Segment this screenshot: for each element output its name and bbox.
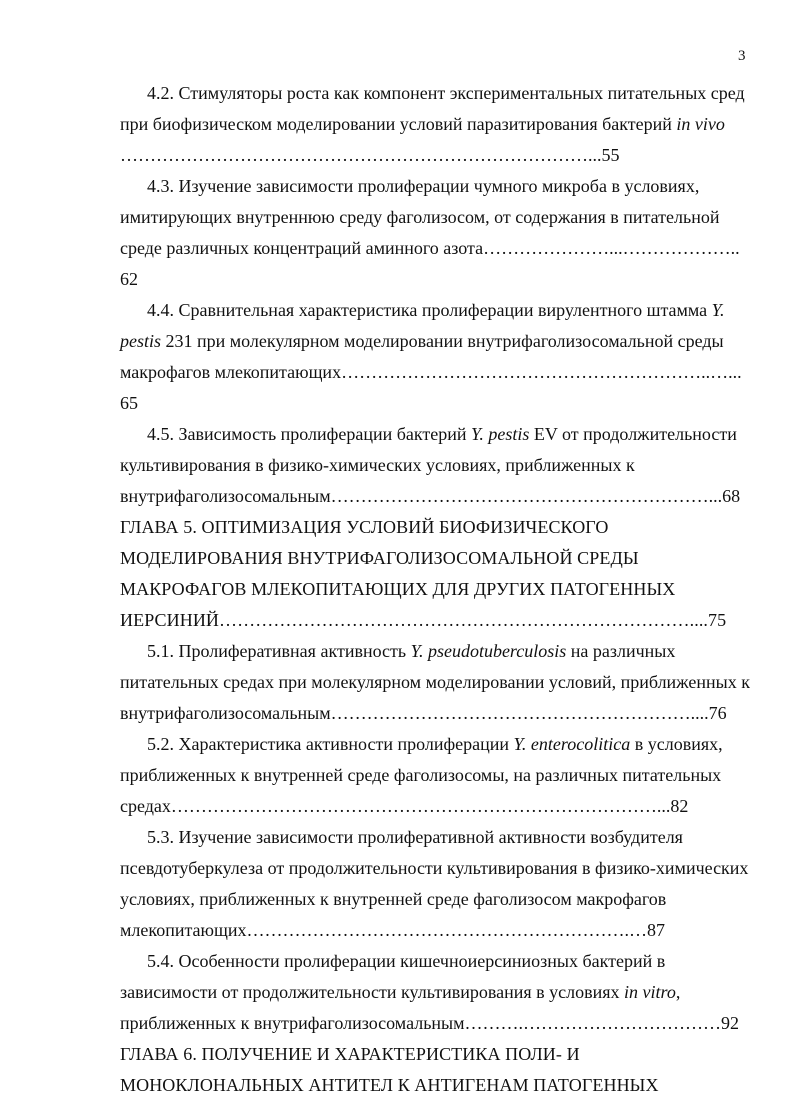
page-ref: 87 — [646, 920, 665, 940]
leader-dots: …………………………………………………………………….... — [219, 610, 709, 630]
toc-entry-5-1: 5.1. Пролиферативная активность Y. pseudotuberculosis на различных питательных средах при молекулярном моделировании условий, приближенных к внутрифаголизосомальным……………………………………………………....76 — [120, 641, 750, 723]
toc-chapter-6: ГЛАВА 6. ПОЛУЧЕНИЕ И ХАРАКТЕРИСТИКА ПОЛИ- И МОНОКЛОНАЛЬНЫХ АНТИТЕЛ К АНТИГЕНАМ ПАТОГЕННЫХ — [120, 1044, 659, 1095]
page-ref: 92 — [721, 1013, 740, 1033]
leader-dots: ……………………………………………………..…... — [341, 362, 742, 382]
page-ref: 82 — [670, 796, 689, 816]
leader-dots: ………………………………………………………... — [330, 486, 723, 506]
toc-entry-5-4: 5.4. Особенности пролиферации кишечноиерсиниозных бактерий в зависимости от продолжительности культивирования в условиях in vitro, приближенных к внутрифаголизосомальным……….……………………………92 — [120, 951, 740, 1033]
leader-dots: …………………………………………………….... — [330, 703, 709, 723]
page-ref: 65 — [120, 393, 138, 413]
page-ref: 55 — [601, 145, 620, 165]
page-ref: 76 — [708, 703, 727, 723]
page-number: 3 — [738, 48, 746, 64]
leader-dots: ……………………………………………………….… — [246, 920, 647, 940]
table-of-contents — [120, 78, 756, 1101]
toc-entry-4-5: 4.5. Зависимость пролиферации бактерий Y. pestis EV от продолжительности культивирования в физико-химических условиях, приближенных к внутрифаголизосомальным………………………………………………………...68 — [120, 424, 741, 506]
leader-dots: ………………………………………………………………………... — [170, 796, 671, 816]
leader-dots: …………………...……………….. — [483, 238, 740, 258]
page-ref: 62 — [120, 269, 138, 289]
toc-entry-5-3: 5.3. Изучение зависимости пролиферативной активности возбудителя псевдотуберкулеза от продолжительности культивирования в физико-химических условиях, приближенных к внутренней среде фаголизосом макрофагов млекопитающих……………………………………………………….…87 — [120, 827, 749, 940]
toc-entry-4-4: 4.4. Сравнительная характеристика пролиферации вирулентного штамма Y. pestis 231 при молекулярном моделировании внутрифаголизосомальной среды макрофагов млекопитающих……………………………………………………..…...65 — [120, 300, 742, 413]
toc-entry-5-2: 5.2. Характеристика активности пролиферации Y. enterocolitica в условиях, приближенных к внутренней среде фаголизосомы, на различных питательных средах………………………………………………………………………...82 — [120, 734, 723, 816]
toc-entry-4-3: 4.3. Изучение зависимости пролиферации чумного микроба в условиях, имитирующих внутреннюю среду фаголизосом, от содержания в питательной среде различных концентраций аминного азота…………………...………………..62 — [120, 176, 740, 289]
toc-entry-4-2: 4.2. Стимуляторы роста как компонент экспериментальных питательных сред при биофизическом моделировании условий паразитирования бактерий in vivo ……………………………………………………………………...55 — [120, 83, 745, 165]
page-ref: 75 — [708, 610, 727, 630]
leader-dots: ……….…………………………… — [464, 1013, 722, 1033]
toc-chapter-5: ГЛАВА 5. ОПТИМИЗАЦИЯ УСЛОВИЙ БИОФИЗИЧЕСКОГО МОДЕЛИРОВАНИЯ ВНУТРИФАГОЛИЗОСОМАЛЬНОЙ СРЕДЫ МАКРОФАГОВ МЛЕКОПИТАЮЩИХ ДЛЯ ДРУГИХ ПАТОГЕННЫХ ИЕРСИНИЙ……………………………………………………………………....75 — [120, 517, 727, 630]
leader-dots: ……………………………………………………………………... — [120, 145, 602, 165]
page-ref: 68 — [722, 486, 741, 506]
